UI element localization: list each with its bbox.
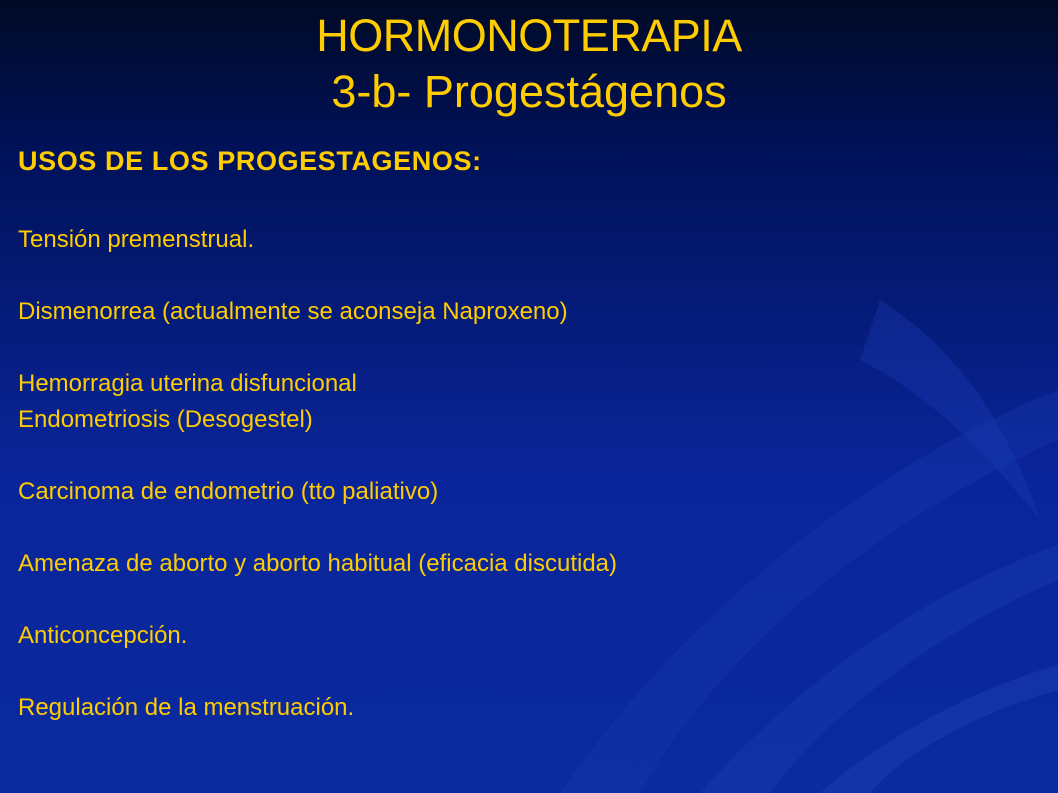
list-item: Amenaza de aborto y aborto habitual (eficacia discutida) — [18, 550, 618, 577]
list-item: Hemorragia uterina disfuncional — [18, 370, 357, 397]
list-item: Carcinoma de endometrio (tto paliativo) — [18, 478, 439, 505]
list-spacer — [18, 510, 617, 546]
list-spacer — [18, 438, 617, 474]
swoosh-arc-large — [560, 390, 1058, 793]
section-heading: USOS DE LOS PROGESTAGENOS: — [18, 146, 482, 176]
swoosh-arc-mid — [700, 545, 1058, 793]
list-item: Endometriosis (Desogestel) — [18, 406, 313, 433]
swoosh-arc-right — [860, 300, 1040, 520]
slide-subtitle: 3-b- Progestágenos — [331, 66, 727, 117]
list-spacer — [18, 330, 617, 366]
uses-list — [18, 222, 617, 726]
list-spacer — [18, 582, 617, 618]
list-item: Regulación de la menstruación. — [18, 694, 355, 721]
title-block — [0, 8, 1058, 120]
list-item: Tensión premenstrual. — [18, 226, 255, 253]
list-spacer — [18, 654, 617, 690]
list-spacer — [18, 258, 617, 294]
list-item: Anticoncepción. — [18, 622, 188, 649]
swoosh-arc-bottom — [820, 665, 1058, 793]
slide-title: HORMONOTERAPIA — [316, 10, 742, 61]
list-item: Dismenorrea (actualmente se aconseja Naproxeno) — [18, 298, 568, 325]
